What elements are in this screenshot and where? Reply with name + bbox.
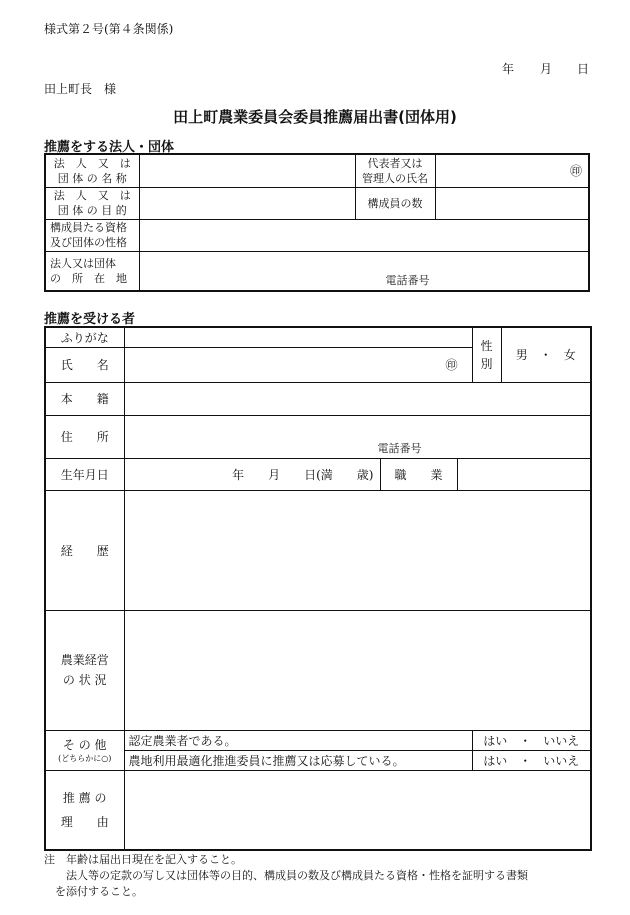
name-field[interactable]: [124, 347, 472, 382]
honseki-field[interactable]: [124, 382, 591, 415]
birthdate-label: 生年月日: [45, 458, 124, 490]
yes-no-certified[interactable]: はい ・ いいえ: [472, 730, 591, 750]
org-purpose-field[interactable]: [139, 187, 355, 219]
org-name-label: 法 人 又 は 団 体 の 名 称: [45, 154, 139, 187]
org-address-field[interactable]: [139, 251, 589, 291]
date-year: 年: [502, 62, 515, 76]
org-purpose-label: 法 人 又 は 団 体 の 目 的: [45, 187, 139, 219]
honseki-label: 本 籍: [45, 382, 124, 415]
date-month: 月: [540, 62, 553, 76]
section2-heading: 推薦を受ける者: [44, 312, 136, 327]
address-field[interactable]: [124, 415, 591, 458]
org-address-label: 法人又は団体 の 所 在 地: [45, 251, 139, 291]
address-label: 住 所: [45, 415, 124, 458]
reason-field[interactable]: [124, 770, 591, 850]
rep-name-label: 代表者又は 管理人の氏名: [355, 154, 435, 187]
recommender-table: [44, 153, 590, 292]
birthdate-field[interactable]: 年 月 日(満 歳): [124, 458, 380, 490]
note-line-3: を添付すること。: [44, 885, 143, 898]
furigana-label: ふりがな: [45, 327, 124, 347]
farming-status-label: 農業経営 の 状 況: [45, 610, 124, 730]
page-title: 田上町農業委員会委員推薦届出書(団体用): [173, 108, 457, 126]
address-phone-label: 電話番号: [377, 441, 422, 455]
form-number: 様式第２号(第４条関係): [44, 22, 174, 36]
section1-heading: 推薦をする法人・団体: [44, 140, 175, 155]
addressee: 田上町長 様: [44, 82, 117, 96]
date-day: 日: [577, 62, 590, 76]
nominee-table: [44, 326, 592, 851]
farming-status-field[interactable]: [124, 610, 591, 730]
occupation-field[interactable]: [457, 458, 591, 490]
other-item-committee: 農地利用最適化推進委員に推薦又は応募している。: [124, 750, 472, 770]
member-qualification-field[interactable]: [139, 219, 589, 251]
other-item-certified: 認定農業者である。: [124, 730, 472, 750]
career-label: 経 歴: [45, 490, 124, 610]
member-qualification-label: 構成員たる資格 及び団体の性格: [45, 219, 139, 251]
note-line-1: 注 年齢は届出日現在を記入すること。: [44, 853, 242, 866]
occupation-label: 職 業: [380, 458, 457, 490]
other-label: そ の 他 (どちらかに○): [45, 730, 124, 770]
sex-options[interactable]: 男 ・ 女: [501, 327, 591, 382]
org-name-field[interactable]: [139, 154, 355, 187]
org-phone-label: 電話番号: [385, 274, 430, 287]
other-note: (どちらかに○): [58, 754, 112, 763]
seal-mark: ㊞: [569, 164, 582, 179]
rep-name-field[interactable]: [435, 154, 589, 187]
yes-no-committee[interactable]: はい ・ いいえ: [472, 750, 591, 770]
note-line-2: 法人等の定款の写し又は団体等の目的、構成員の数及び構成員たる資格・性格を証明する書類: [44, 869, 528, 882]
notes: [44, 852, 528, 900]
career-field[interactable]: [124, 490, 591, 610]
reason-label: 推 薦 の 理 由: [45, 770, 124, 850]
name-label: 氏 名: [45, 347, 124, 382]
members-count-label: 構成員の数: [355, 187, 435, 219]
furigana-field[interactable]: [124, 327, 472, 347]
seal-mark: ㊞: [445, 358, 458, 372]
sex-label: 性 別: [472, 327, 501, 382]
members-count-field[interactable]: [435, 187, 589, 219]
